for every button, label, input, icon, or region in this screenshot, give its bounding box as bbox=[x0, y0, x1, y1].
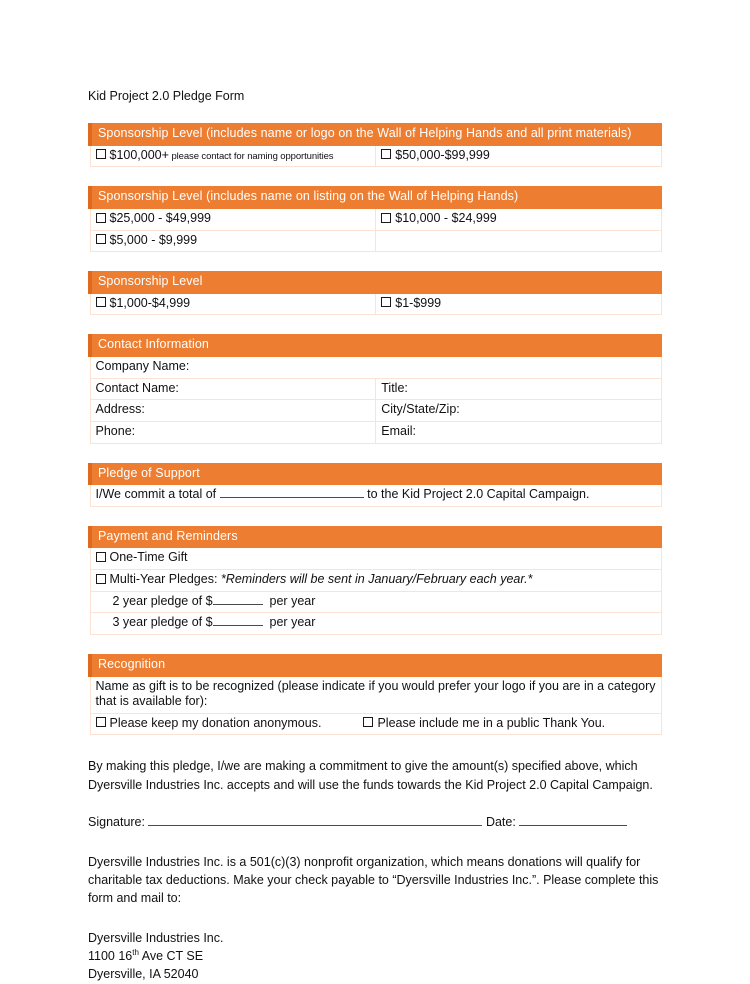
payment-header: Payment and Reminders bbox=[90, 526, 662, 548]
table-header-row bbox=[90, 526, 662, 548]
option-label: Multi-Year Pledges: bbox=[109, 572, 218, 586]
pledge-text-before: I/We commit a total of bbox=[95, 487, 217, 502]
table-header-row bbox=[90, 463, 662, 485]
empty-cell bbox=[376, 230, 662, 252]
sponsorship-top-table bbox=[88, 123, 662, 167]
recognition-options-row[interactable] bbox=[90, 713, 662, 735]
address-ordinal-suffix: th bbox=[132, 948, 139, 958]
option-label: $1,000-$4,999 bbox=[109, 295, 191, 310]
checkbox-row-10000[interactable] bbox=[376, 208, 662, 230]
pledge-amount-input[interactable] bbox=[220, 497, 364, 498]
table-row bbox=[90, 591, 662, 613]
two-year-amount-input[interactable] bbox=[213, 604, 263, 605]
address-city-state-zip: Dyersville, IA 52040 bbox=[88, 967, 199, 982]
signature-input[interactable] bbox=[148, 825, 482, 826]
checkbox-row-1000[interactable] bbox=[90, 293, 376, 315]
mailing-address bbox=[88, 929, 662, 983]
sponsorship-mid-header: Sponsorship Level (includes name on listing on the Wall of Helping Hands) bbox=[90, 187, 662, 209]
table-row bbox=[90, 230, 662, 252]
option-label: $5,000 - $9,999 bbox=[109, 232, 198, 247]
checkbox-icon[interactable] bbox=[381, 213, 391, 223]
table-row bbox=[90, 400, 662, 422]
email-field[interactable]: Email: bbox=[376, 421, 662, 443]
contact-header: Contact Information bbox=[90, 335, 662, 357]
table-header-row bbox=[90, 124, 662, 146]
table-row bbox=[90, 378, 662, 400]
nonprofit-text: Dyersville Industries Inc. is a 501(c)(3) nonprofit organization, which means donations will qualify for charitable tax deductions. Make your check payable to “Dyersville Industries Inc.”. Please complete this form and mail to: bbox=[88, 854, 659, 905]
address-street-rest: Ave CT SE bbox=[138, 949, 204, 964]
recognition-header: Recognition bbox=[90, 654, 662, 676]
table-row bbox=[90, 613, 662, 635]
option-note: please contact for naming opportunities bbox=[171, 150, 334, 162]
checkbox-icon[interactable] bbox=[96, 574, 106, 584]
checkbox-row-50000[interactable] bbox=[376, 145, 662, 167]
checkbox-icon[interactable] bbox=[96, 149, 106, 159]
checkbox-row-multi-year[interactable] bbox=[90, 570, 662, 592]
address-street bbox=[88, 947, 662, 965]
contact-name-field[interactable]: Contact Name: bbox=[90, 378, 376, 400]
address-field[interactable]: Address: bbox=[90, 400, 376, 422]
option-label: $100,000+ bbox=[109, 147, 169, 162]
pledge-header: Pledge of Support bbox=[90, 463, 662, 485]
checkbox-row-one-time-gift[interactable] bbox=[90, 548, 662, 570]
sponsorship-top-header: Sponsorship Level (includes name or logo on the Wall of Helping Hands and all print materials) bbox=[90, 124, 662, 146]
company-name-field[interactable]: Company Name: bbox=[90, 357, 662, 379]
option-label: $50,000-$99,999 bbox=[395, 147, 490, 162]
two-year-label: 2 year pledge of $ bbox=[112, 593, 213, 608]
table-row bbox=[90, 421, 662, 443]
address-street-number: 1100 16 bbox=[88, 949, 133, 964]
checkbox-icon[interactable] bbox=[381, 297, 391, 307]
three-year-label: 3 year pledge of $ bbox=[112, 615, 213, 630]
checkbox-icon[interactable] bbox=[96, 297, 106, 307]
sponsorship-low-table bbox=[88, 271, 662, 315]
legal-commitment-text: By making this pledge, I/we are making a commitment to give the amount(s) specified above, which Dyersville Industries Inc. accepts and will use the funds towards the Kid Project 2.0 Capital Campaign. bbox=[88, 759, 653, 792]
table-header-row bbox=[90, 272, 662, 294]
pledge-of-support-table bbox=[88, 463, 662, 507]
option-label: One-Time Gift bbox=[109, 550, 188, 565]
signature-line bbox=[88, 813, 662, 831]
city-state-zip-field[interactable]: City/State/Zip: bbox=[376, 400, 662, 422]
date-input[interactable] bbox=[519, 825, 627, 826]
checkbox-icon[interactable] bbox=[96, 552, 106, 562]
table-row bbox=[90, 208, 662, 230]
public-thanks-label: Please include me in a public Thank You. bbox=[377, 715, 606, 730]
table-row bbox=[90, 570, 662, 592]
checkbox-row-25000[interactable] bbox=[90, 208, 376, 230]
pledge-text-after: to the Kid Project 2.0 Capital Campaign. bbox=[367, 487, 590, 502]
option-label: $25,000 - $49,999 bbox=[109, 210, 211, 225]
checkbox-icon[interactable] bbox=[381, 149, 391, 159]
address-organization: Dyersville Industries Inc. bbox=[88, 931, 224, 946]
signature-label: Signature: bbox=[88, 814, 145, 829]
checkbox-icon[interactable] bbox=[96, 717, 106, 727]
three-year-pledge-row[interactable] bbox=[90, 613, 662, 635]
table-row bbox=[90, 145, 662, 167]
option-label: $1-$999 bbox=[395, 295, 442, 310]
phone-field[interactable]: Phone: bbox=[90, 421, 376, 443]
table-row bbox=[90, 293, 662, 315]
anonymous-label: Please keep my donation anonymous. bbox=[109, 715, 322, 730]
pledge-amount-row[interactable] bbox=[90, 485, 662, 507]
date-label: Date: bbox=[485, 814, 516, 829]
recognition-name-field[interactable]: Name as gift is to be recognized (please indicate if you would prefer your logo if you are in a category that is available for): bbox=[90, 676, 662, 713]
two-year-pledge-row[interactable] bbox=[90, 591, 662, 613]
sponsorship-mid-table bbox=[88, 186, 662, 252]
table-header-row bbox=[90, 654, 662, 676]
title-field[interactable]: Title: bbox=[376, 378, 662, 400]
sponsorship-low-header: Sponsorship Level bbox=[90, 272, 662, 294]
pledge-form-page bbox=[88, 0, 662, 984]
table-header-row bbox=[90, 187, 662, 209]
recognition-table bbox=[88, 654, 662, 736]
checkbox-icon[interactable] bbox=[96, 234, 106, 244]
table-row bbox=[90, 357, 662, 379]
payment-and-reminders-table bbox=[88, 526, 662, 635]
checkbox-row-100000[interactable] bbox=[90, 145, 376, 167]
table-row bbox=[90, 548, 662, 570]
page-title: Kid Project 2.0 Pledge Form bbox=[88, 89, 245, 103]
checkbox-icon[interactable] bbox=[363, 717, 373, 727]
two-year-suffix: per year bbox=[269, 593, 316, 608]
three-year-amount-input[interactable] bbox=[213, 625, 263, 626]
option-label: $10,000 - $24,999 bbox=[395, 210, 497, 225]
table-row bbox=[90, 676, 662, 713]
contact-information-table bbox=[88, 334, 662, 443]
multi-year-note: *Reminders will be sent in January/February each year.* bbox=[220, 572, 533, 586]
table-row bbox=[90, 485, 662, 507]
table-header-row bbox=[90, 335, 662, 357]
checkbox-row-5000[interactable] bbox=[90, 230, 376, 252]
three-year-suffix: per year bbox=[269, 615, 316, 630]
checkbox-icon[interactable] bbox=[96, 213, 106, 223]
checkbox-row-1-999[interactable] bbox=[376, 293, 662, 315]
table-row bbox=[90, 713, 662, 735]
